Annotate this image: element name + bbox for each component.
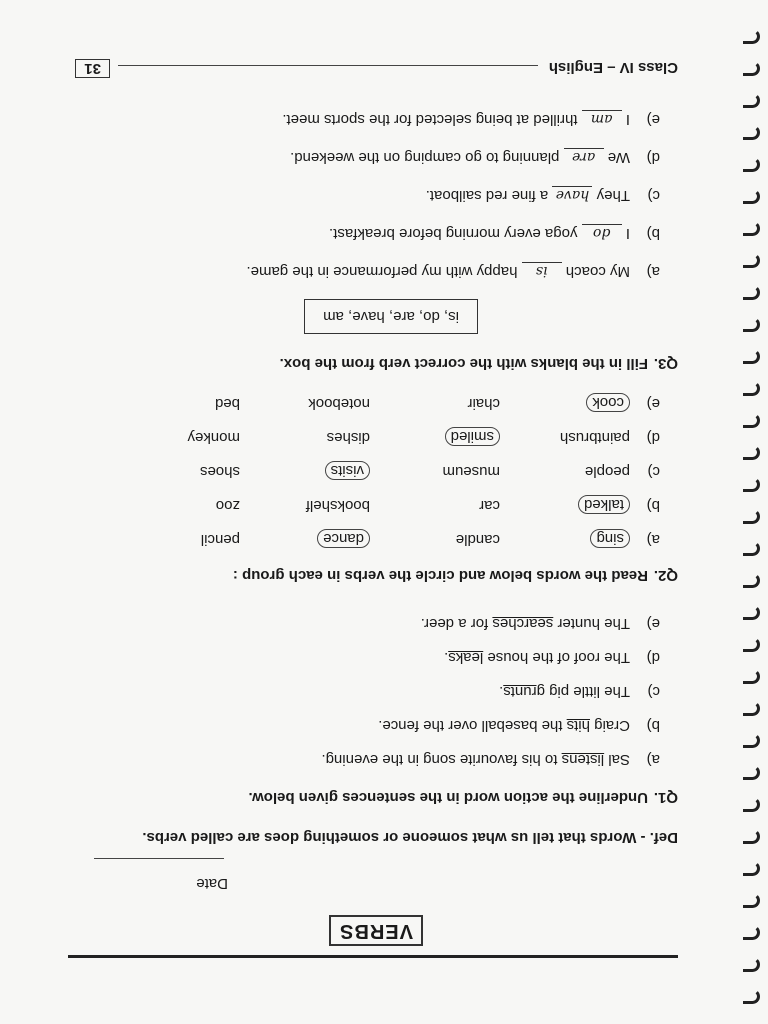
word: zoo <box>215 497 240 514</box>
underlined-verb: listens <box>561 751 605 768</box>
handwritten-answer[interactable]: am <box>582 110 622 127</box>
circled-verb: smiled <box>445 427 500 446</box>
word: shoes <box>199 463 240 480</box>
spiral-ring-icon <box>743 93 760 108</box>
handwritten-answer[interactable]: have <box>552 186 592 203</box>
sentence-start: The little pig <box>544 683 630 700</box>
underlined-verb: hits <box>566 717 590 734</box>
sentence-end: for a deer. <box>420 615 493 632</box>
spiral-ring-icon <box>743 893 760 908</box>
word: notebook <box>308 395 370 412</box>
circled-verb: dance <box>317 529 370 548</box>
spiral-ring-icon <box>743 125 760 140</box>
sentence-start: Sal <box>604 751 630 768</box>
spiral-ring-icon <box>743 637 760 652</box>
spiral-ring-icon <box>743 445 760 460</box>
top-rule <box>68 955 678 958</box>
date-label: Date <box>196 875 228 892</box>
word: candle <box>455 531 500 548</box>
spiral-ring-icon <box>743 669 760 684</box>
spiral-ring-icon <box>743 541 760 556</box>
sentence-end: . <box>499 683 504 700</box>
spiral-ring-icon <box>743 573 760 588</box>
spiral-binding <box>728 0 768 1024</box>
word: dishes <box>326 429 370 446</box>
q1-item <box>421 615 660 632</box>
q1-heading: Q1.Underline the action word in the sentences given below. <box>248 789 678 806</box>
sentence-end: planning to go camping on the weekend. <box>290 149 560 166</box>
spiral-ring-icon <box>743 317 760 332</box>
sentence-end: happy with my performance in the game. <box>246 263 518 280</box>
item-label: b) <box>646 717 660 734</box>
item-label: c) <box>647 187 660 204</box>
spiral-ring-icon <box>743 733 760 748</box>
sentence-end: a fine red sailboat. <box>425 187 549 204</box>
spiral-ring-icon <box>743 253 760 268</box>
spiral-ring-icon <box>743 509 760 524</box>
sentence-start: I <box>625 111 630 128</box>
spiral-ring-icon <box>743 221 760 236</box>
spiral-ring-icon <box>743 349 760 364</box>
word: bed <box>214 395 240 412</box>
word: car <box>479 497 500 514</box>
page-title: VERBS <box>329 915 423 946</box>
date-blank <box>94 858 224 859</box>
spiral-ring-icon <box>743 861 760 876</box>
q2-heading: Q2.Read the words below and circle the verbs in each group : <box>232 567 678 584</box>
spiral-ring-icon <box>743 29 760 44</box>
handwritten-answer[interactable]: are <box>564 148 604 165</box>
handwritten-answer[interactable]: do <box>582 224 622 241</box>
spiral-ring-icon <box>743 605 760 620</box>
sentence-start: We <box>607 149 630 166</box>
spiral-ring-icon <box>743 701 760 716</box>
q1-item <box>499 683 660 700</box>
word: monkey <box>187 429 240 446</box>
spiral-ring-icon <box>743 989 760 1004</box>
item-label: b) <box>646 225 660 242</box>
item-label: c) <box>647 463 660 480</box>
item-label: d) <box>646 149 660 166</box>
item-label: a) <box>646 751 660 768</box>
word: paintbrush <box>559 429 630 446</box>
handwritten-answer[interactable]: is <box>522 262 562 279</box>
circled-verb: talked <box>578 495 630 514</box>
sentence-end: thrilled at being selected for the sports meet. <box>282 111 578 128</box>
sentence-end: to his favourite song in the evening. <box>321 751 562 768</box>
sentence-end: . <box>444 649 449 666</box>
spiral-ring-icon <box>743 157 760 172</box>
circled-verb: cook <box>586 393 630 412</box>
q3-item <box>246 262 660 280</box>
spiral-ring-icon <box>743 925 760 940</box>
item-label: d) <box>646 429 660 446</box>
page-number: 31 <box>75 59 110 78</box>
underlined-verb: grunts <box>503 683 545 700</box>
verb-word-box: is, do, are, have, am <box>304 299 478 334</box>
spiral-ring-icon <box>743 381 760 396</box>
sentence-start: The hunter <box>553 615 630 632</box>
q1-item <box>378 717 660 734</box>
underlined-verb: leaks <box>448 649 484 666</box>
item-label: a) <box>646 263 660 280</box>
word: pencil <box>200 531 240 548</box>
word: museum <box>442 463 500 480</box>
spiral-ring-icon <box>743 189 760 204</box>
date-field <box>68 858 228 892</box>
spiral-ring-icon <box>743 61 760 76</box>
q1-item <box>321 751 660 768</box>
spiral-ring-icon <box>743 797 760 812</box>
sentence-start: My coach <box>565 263 630 280</box>
q3-item <box>282 110 660 128</box>
item-label: e) <box>646 615 660 632</box>
word: people <box>584 463 630 480</box>
spiral-ring-icon <box>743 477 760 492</box>
circled-verb: sing <box>590 529 630 548</box>
spiral-ring-icon <box>743 765 760 780</box>
underlined-verb: searches <box>492 615 554 632</box>
item-label: e) <box>646 395 660 412</box>
definition: Def. - Words that tell us what someone or something does are called verbs. <box>142 829 678 846</box>
spiral-ring-icon <box>743 829 760 844</box>
sentence-end: yoga every morning before breakfast. <box>329 225 578 242</box>
q3-item <box>426 186 660 204</box>
circled-verb: visits <box>325 461 370 480</box>
spiral-ring-icon <box>743 957 760 972</box>
word: chair <box>467 395 500 412</box>
sentence-start: The roof of the house <box>483 649 630 666</box>
item-label: a) <box>646 531 660 548</box>
item-label: d) <box>646 649 660 666</box>
q1-item <box>444 649 660 666</box>
q3-heading: Q3.Fill in the blanks with the correct verb from the box. <box>279 355 678 372</box>
item-label: e) <box>646 111 660 128</box>
page-footer <box>68 54 678 76</box>
sentence-end: the baseball over the fence. <box>378 717 567 734</box>
q3-item <box>290 148 660 166</box>
spiral-ring-icon <box>743 285 760 300</box>
sentence-start: I <box>625 225 630 242</box>
item-label: b) <box>646 497 660 514</box>
q3-item <box>329 224 660 242</box>
footer-rule <box>118 65 538 66</box>
sentence-start: Craig <box>589 717 630 734</box>
sentence-start: They <box>596 187 630 204</box>
item-label: c) <box>647 683 660 700</box>
spiral-ring-icon <box>743 413 760 428</box>
word: bookshelf <box>305 497 370 514</box>
footer-class-label: Class IV – English <box>548 59 678 76</box>
